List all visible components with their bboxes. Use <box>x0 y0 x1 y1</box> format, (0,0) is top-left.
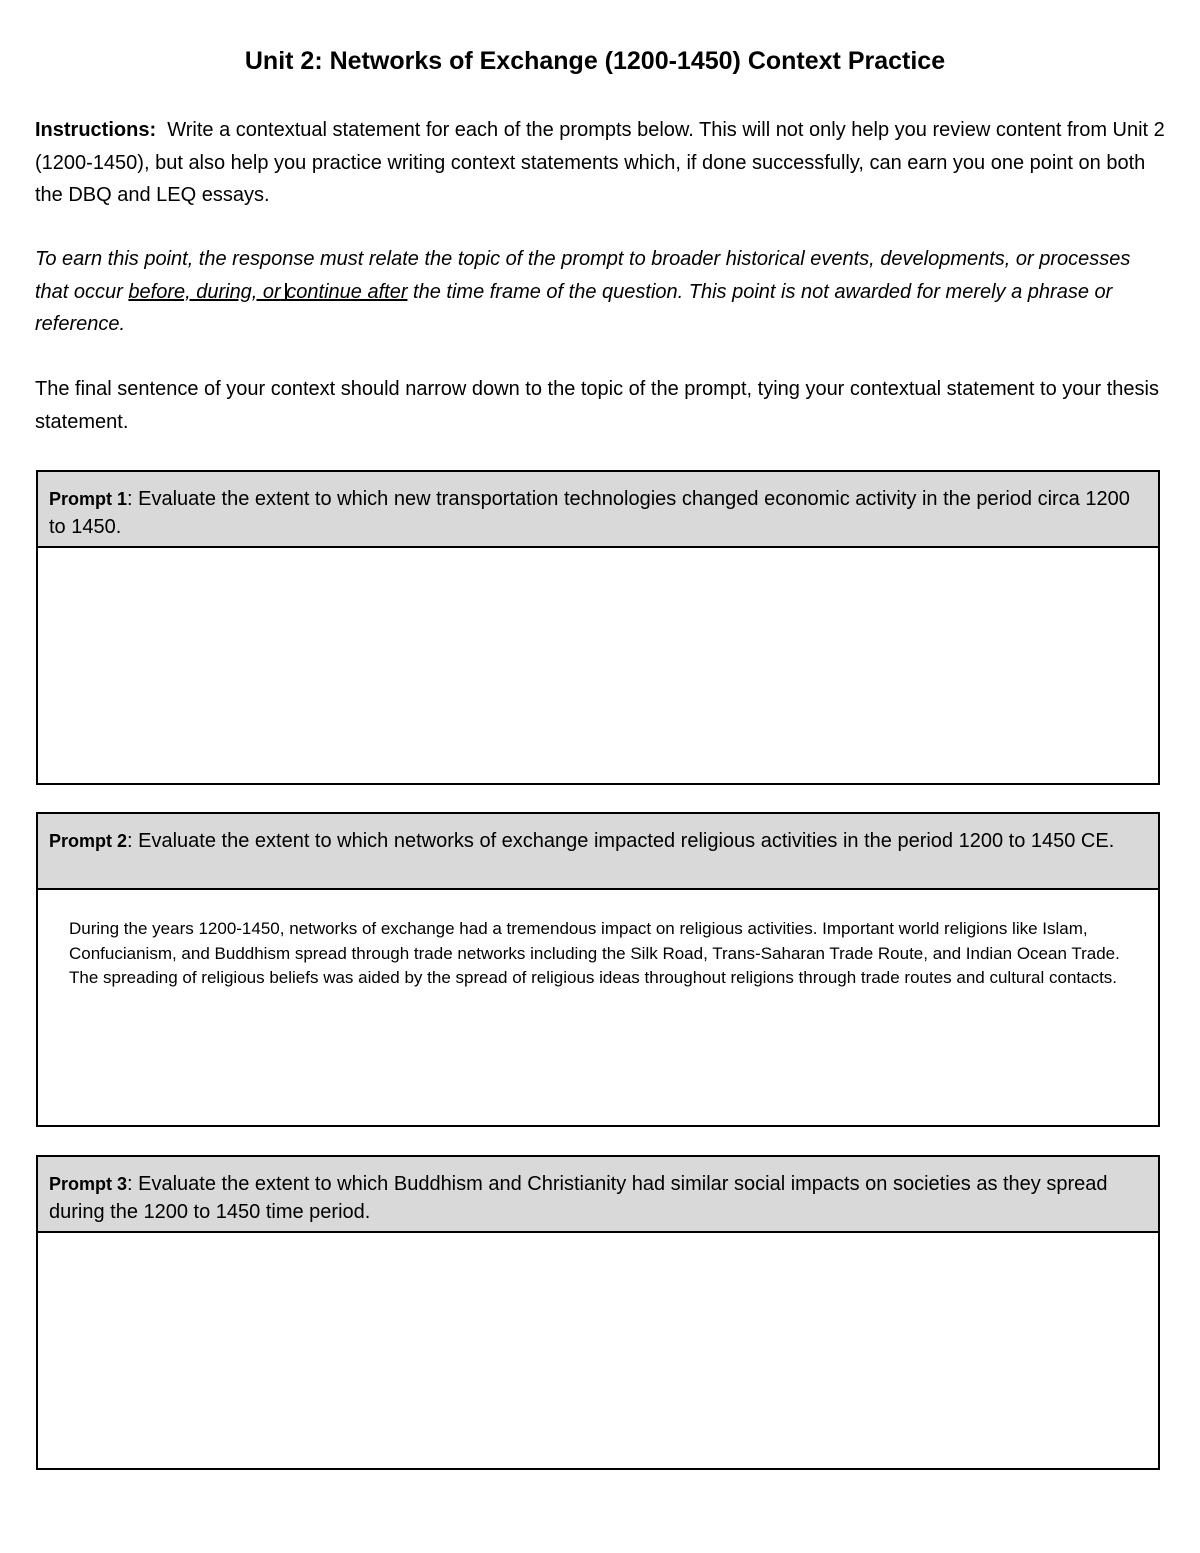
prompt-1-box <box>36 470 1160 785</box>
criteria-underlined-part-a: before, during, or <box>128 280 281 303</box>
prompt-1-text: Evaluate the extent to which new transportation technologies changed economic activity in the period circa 1200 to 1450. <box>49 488 1130 538</box>
prompt-2-box <box>36 812 1160 1127</box>
criteria-text-end: the time frame of the question. This point is not awarded for merely a phrase or reference. <box>35 280 1113 335</box>
criteria-text-start: To earn this point, the response must relate the topic of the prompt to broader historical events, developments, or processes that occur <box>35 248 1131 303</box>
final-note-paragraph: The final sentence of your context should narrow down to the topic of the prompt, tying your contextual statement to your thesis statement. <box>35 378 1159 433</box>
prompt-3-answer-area[interactable] <box>38 1233 1158 1260</box>
prompt-3-text: Evaluate the extent to which Buddhism and Christianity had similar social impacts on societies as they spread during the 1200 to 1450 time period. <box>49 1173 1108 1223</box>
instructions-paragraph <box>35 114 1165 212</box>
prompt-3-box <box>36 1155 1160 1470</box>
prompt-1-header: Prompt 1: Evaluate the extent to which new transportation technologies changed economic activity in the period circa 1200 to 1450. <box>38 472 1158 548</box>
instructions-label: Instructions: <box>35 119 157 141</box>
prompt-2-answer-area[interactable]: During the years 1200-1450, networks of exchange had a tremendous impact on religious activities. Important world religions like Islam, Confucianism, and Buddhism spread through trade networks including the Silk Road, Trans-Saharan Trade Route, and Indian Ocean Trade. The spreading of religious beliefs was aided by the spread of religious ideas throughout religions through trade routes and cultural contacts. <box>69 919 1120 987</box>
criteria-underlined-part-b: continue after <box>286 280 408 303</box>
prompt-2-header: Prompt 2: Evaluate the extent to which networks of exchange impacted religious activities in the period 1200 to 1450 CE. <box>38 814 1158 890</box>
prompt-3-header: Prompt 3: Evaluate the extent to which Buddhism and Christianity had similar social impacts on societies as they spread during the 1200 to 1450 time period. <box>38 1157 1158 1233</box>
instructions-text: Write a contextual statement for each of the prompts below. This will not only help you review content from Unit 2 (1200-1450), but also help you practice writing context statements which, if done successfully, can earn you one point on both the DBQ and LEQ essays. <box>35 119 1165 206</box>
prompt-1-answer-area[interactable] <box>38 548 1158 575</box>
criteria-timeframe-underlined <box>128 281 407 303</box>
prompt-1-label: Prompt 1 <box>49 489 128 509</box>
criteria-paragraph <box>35 243 1165 341</box>
prompt-3-label: Prompt 3 <box>49 1174 128 1194</box>
page-title: Unit 2: Networks of Exchange (1200-1450) Context Practice <box>244 47 946 75</box>
prompt-2-text: Evaluate the extent to which networks of exchange impacted religious activities in the period 1200 to 1450 CE. <box>138 830 1115 852</box>
prompt-2-label: Prompt 2 <box>49 831 128 851</box>
